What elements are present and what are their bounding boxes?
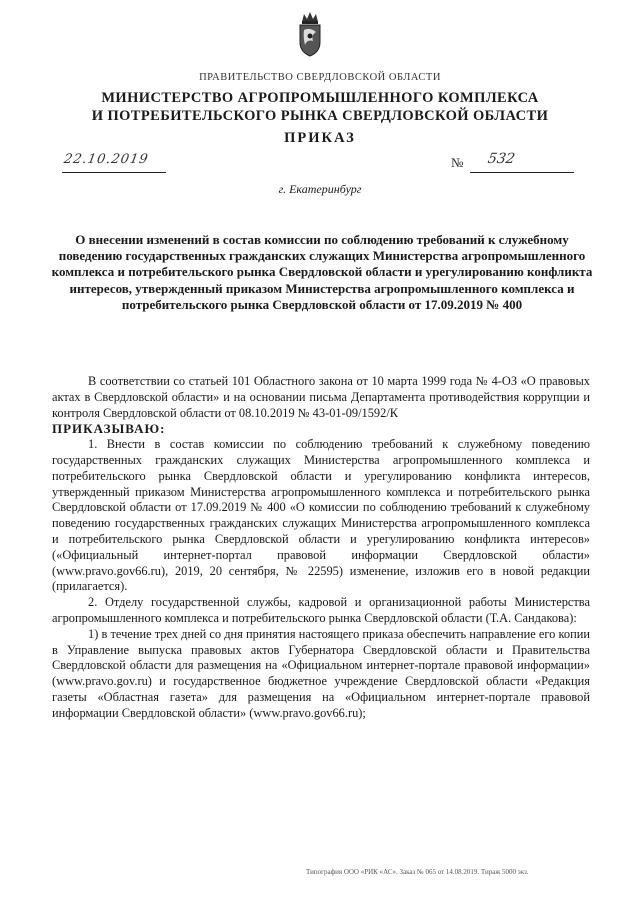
document-title: О внесении изменений в состав комиссии по соблюдению требований к служебному поведению государственных гражданских служащих Министерства агропромышленного комплекса и потребительского рынка Свердловской области и урегулированию конфликта интересов, утвержденный приказом Министерства агропромышленного комплекса и потребительского рынка Свердловской области от 17.09.2019 № 400 [51,232,593,312]
item-2-1-paragraph: 1) в течение трех дней со дня принятия настоящего приказа обеспечить направление его копии в Управление выпуска правовых актов Губернатора Свердловской области и Правительства Свердловской области для размещения на «Официальном интернет-портале правовой информации» (www.pravo.gov.ru) и государственное бюджетное учреждение Свердловской области «Редакция газеты «Областная газета» для размещения на «Официальном интернет-портале правовой информации Свердловской области» (www.pravo.gov66.ru); [52,626,590,720]
item-1-paragraph: 1. Внести в состав комиссии по соблюдению требований к служебному поведению государственных гражданских служащих Министерства агропромышленного комплекса и потребительского рынка Свердловской области и урегулированию конфликта интересов, утвержденный приказом Министерства агропромышленного комплекса и потребительского рынка Свердловской области от 17.09.2019 № 400 «О комиссии по соблюдению требований к служебному поведению государственных гражданских служащих Министерства агропромышленного комплекса и потребительского рынка Свердловской области и урегулированию конфликта интересов» («Официальный интернет-портал правовой информации Свердловской области» (www.pravo.gov66.ru), 2019, 20 сентября, № 22595) изменение, изложив его в новой редакции (прилагается). [52,437,590,594]
handwritten-date: 22.10.2019 [62,152,150,167]
date-field [62,150,166,173]
decree-heading: ПРИКАЗЫВАЮ: [52,421,166,437]
number-sign: № [451,155,464,170]
document-type: ПРИКАЗ [284,130,356,146]
print-footer: Типография ООО «РИК «АС». Заказ № 065 от 14.08.2019. Тираж 5000 экз. [306,868,529,876]
document-body [52,374,590,722]
city: г. Екатеринбург [278,182,362,196]
government-name: ПРАВИТЕЛЬСТВО СВЕРДЛОВСКОЙ ОБЛАСТИ [199,72,441,83]
coat-of-arms-emblem [297,10,323,58]
handwritten-number: 532 [486,151,517,167]
preamble-paragraph: В соответствии со статьей 101 Областного закона от 10 марта 1999 года № 4-ОЗ «О правовых актах в Свердловской области» и на основании письма Департамента противодействия коррупции и контроля Свердловской области от 08.10.2019 № 43-01-09/1592/К [52,374,590,420]
ministry-name-line2: И ПОТРЕБИТЕЛЬСКОГО РЫНКА СВЕРДЛОВСКОЙ ОБЛАСТИ [91,108,549,124]
ministry-name-line1: МИНИСТЕРСТВО АГРОПРОМЫШЛЕННОГО КОМПЛЕКСА [101,90,539,106]
ministry-name [0,89,640,125]
item-2-paragraph: 2. Отделу государственной службы, кадровой и организационной работы Министерства агропромышленного комплекса и потребительского рынка Свердловской области (Т.А. Сандакова): [52,595,590,625]
number-field [470,150,574,173]
